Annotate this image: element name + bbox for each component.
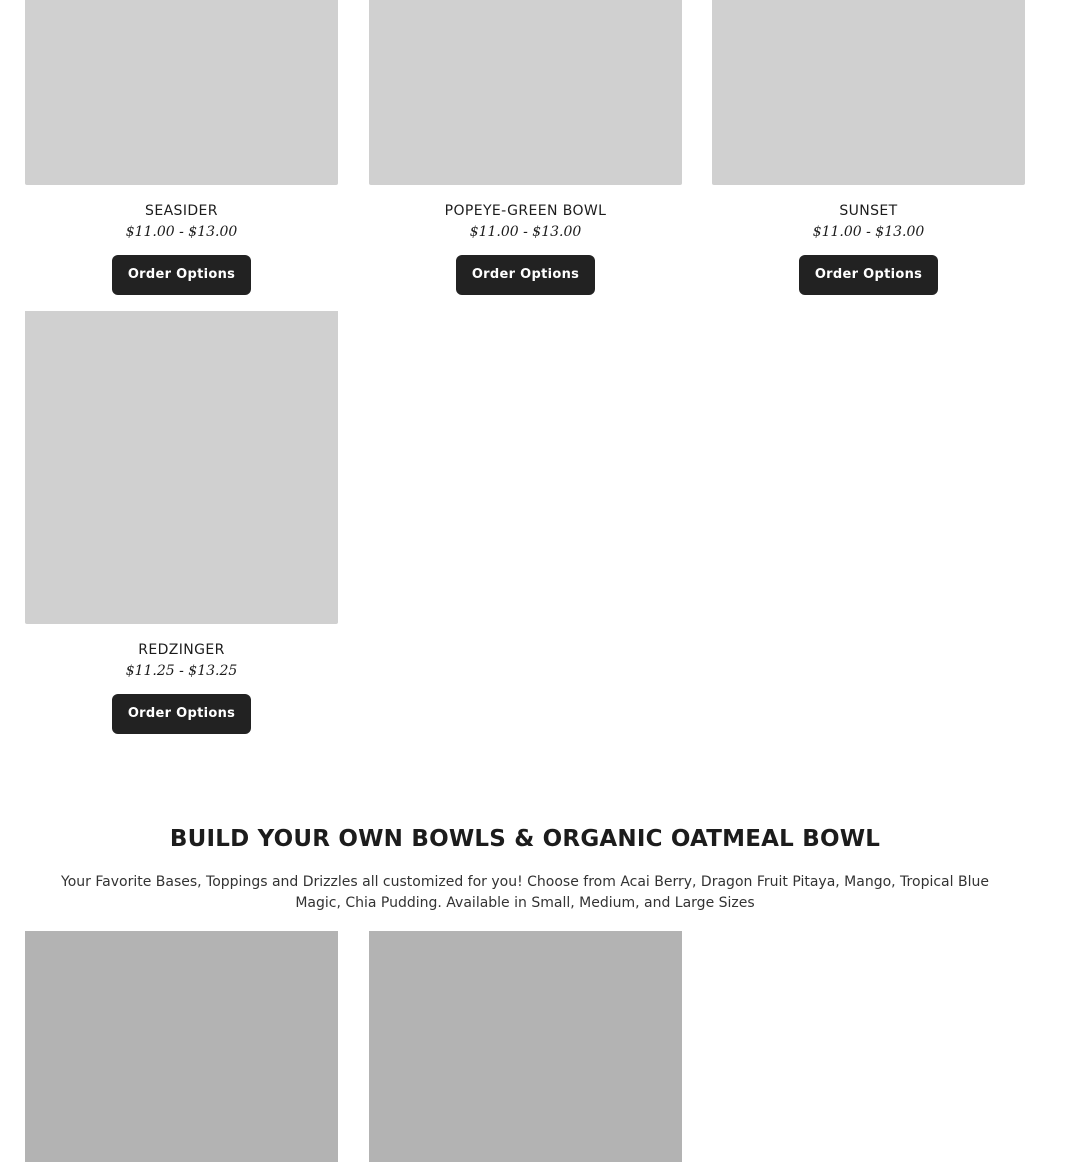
section-description: Your Favorite Bases, Toppings and Drizzles all customized for you! Choose from Acai Berry, Dragon Fruit Pitaya, Mango, Tropical Blue Magic, Chia Pudding. Available in Small, Medium, and Large Sizes [61, 874, 989, 911]
order-options-button[interactable]: Order Options [112, 694, 251, 734]
product-price: $11.25 - $13.25 [125, 663, 238, 679]
product-name[interactable]: POPEYE-GREEN BOWL [444, 203, 607, 219]
product-image[interactable] [25, 311, 338, 624]
product-price: $11.00 - $13.00 [812, 224, 925, 240]
product-image[interactable] [712, 0, 1025, 185]
build-bowl-image[interactable] [25, 931, 338, 1162]
product-card [712, 0, 1025, 295]
section-title: BUILD YOUR OWN BOWLS & ORGANIC OATMEAL BOWL [169, 826, 881, 852]
product-image[interactable] [25, 0, 338, 185]
product-name[interactable]: REDZINGER [138, 642, 225, 658]
product-price: $11.00 - $13.00 [125, 224, 238, 240]
product-card [25, 311, 338, 734]
oatmeal-bowl-image[interactable] [369, 931, 682, 1162]
product-name[interactable]: SEASIDER [145, 203, 218, 219]
order-options-button[interactable]: Order Options [112, 255, 251, 295]
product-card [25, 0, 338, 295]
product-price: $11.00 - $13.00 [469, 224, 582, 240]
order-options-button[interactable]: Order Options [456, 255, 595, 295]
product-name[interactable]: SUNSET [839, 203, 898, 219]
product-card [369, 0, 682, 295]
order-options-button[interactable]: Order Options [799, 255, 938, 295]
product-image[interactable] [369, 0, 682, 185]
